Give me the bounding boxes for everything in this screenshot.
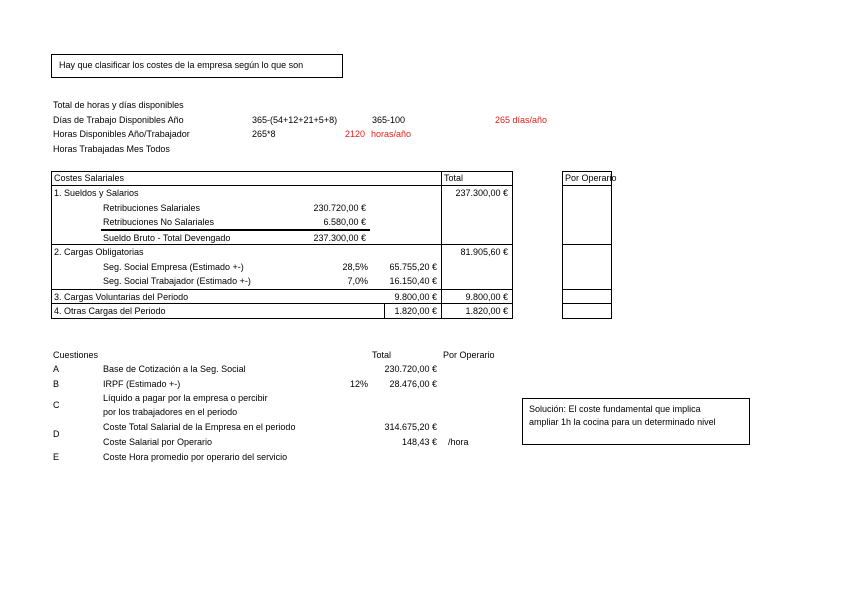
ss-trab-label: Seg. Social Trabajador (Estimado +-) xyxy=(103,276,251,286)
horas-value: 2120 xyxy=(345,129,366,139)
ret-nosal-label: Retribuciones No Salariales xyxy=(103,217,215,227)
s2-label: 2. Cargas Obligatorias xyxy=(54,247,144,257)
table-s1-end-line xyxy=(51,244,513,245)
s4-total: 1.820,00 € xyxy=(465,306,508,316)
table-s3-end-line xyxy=(51,303,513,304)
d-value-2: 148,43 € xyxy=(401,437,437,447)
operario-top-line xyxy=(562,171,612,172)
s4-label: 4. Otras Cargas del Periodo xyxy=(54,306,166,316)
ss-emp-pct: 28,5% xyxy=(342,262,368,272)
c-letter: C xyxy=(53,400,60,410)
b-label: IRPF (Estimado +-) xyxy=(103,379,181,389)
solution-line-2: ampliar 1h la cocina para un determinado nivel xyxy=(529,417,716,427)
operario-left-line xyxy=(562,171,563,318)
cuestiones-header: Cuestiones xyxy=(53,350,99,360)
e-letter: E xyxy=(53,452,60,462)
s3-value: 9.800,00 € xyxy=(394,292,437,302)
s3-total: 9.800,00 € xyxy=(465,292,508,302)
operario-s3-line xyxy=(562,303,612,304)
mes-label: Horas Trabajadas Mes Todos xyxy=(53,144,170,154)
table-top-line xyxy=(51,171,513,172)
s1-total: 237.300,00 € xyxy=(455,188,508,198)
operario-header: Por Operario xyxy=(565,173,617,183)
table-bottom-line xyxy=(51,318,513,319)
d-unit-2: /hora xyxy=(448,437,469,447)
operario-s2-line xyxy=(562,289,612,290)
bruto-top-line xyxy=(101,229,370,231)
d-label-1: Coste Total Salarial de la Empresa en el periodo xyxy=(103,422,296,432)
s1-label: 1. Sueldos y Salarios xyxy=(54,188,139,198)
note-text: Hay que clasificar los costes de la empresa según lo que son xyxy=(59,60,304,70)
costes-header: Costes Salariales xyxy=(54,173,125,183)
horas-formula: 265*8 xyxy=(252,129,276,139)
ss-trab-value: 16.150,40 € xyxy=(389,276,437,286)
dias-formula: 365-(54+12+21+5+8) xyxy=(252,115,338,125)
bruto-label: Sueldo Bruto - Total Devengado xyxy=(103,233,231,243)
horas-label: Horas Disponibles Año/Trabajador xyxy=(53,129,190,139)
ss-emp-label: Seg. Social Empresa (Estimado +-) xyxy=(103,262,244,272)
operario-header-line xyxy=(562,185,612,186)
d-letter: D xyxy=(53,429,60,439)
total-header: Total xyxy=(444,173,464,183)
cuestiones-total-header: Total xyxy=(372,350,392,360)
a-value: 230.720,00 € xyxy=(384,364,437,374)
hours-heading: Total de horas y días disponibles xyxy=(53,100,184,110)
operario-bottom-line xyxy=(562,318,612,319)
ss-trab-pct: 7,0% xyxy=(347,276,368,286)
s4-value: 1.820,00 € xyxy=(394,306,437,316)
horas-unit: horas/año xyxy=(371,129,412,139)
b-letter: B xyxy=(53,379,60,389)
ret-nosal-value: 6.580,00 € xyxy=(323,217,366,227)
a-letter: A xyxy=(53,364,60,374)
table-header-line xyxy=(51,185,513,186)
table-left-line xyxy=(51,171,52,318)
cuestiones-operario-header: Por Operario xyxy=(443,350,495,360)
ret-sal-value: 230.720,00 € xyxy=(313,203,366,213)
c-label-2: por los trabajadores en el periodo xyxy=(103,407,238,417)
operario-right-line xyxy=(611,171,612,318)
a-label: Base de Cotización a la Seg. Social xyxy=(103,364,246,374)
s3-label: 3. Cargas Voluntarias del Periodo xyxy=(54,292,189,302)
dias-label: Días de Trabajo Disponibles Año xyxy=(53,115,184,125)
solution-line-1: Solución: El coste fundamental que implica xyxy=(529,404,701,414)
d-value-1: 314.675,20 € xyxy=(384,422,437,432)
dias-formula2: 365-100 xyxy=(372,115,406,125)
s2-total: 81.905,60 € xyxy=(460,247,508,257)
d-label-2: Coste Salarial por Operario xyxy=(103,437,213,447)
operario-s1-line xyxy=(562,244,612,245)
table-total-right-line xyxy=(512,171,513,318)
ret-sal-label: Retribuciones Salariales xyxy=(103,203,201,213)
dias-result: 265 días/año xyxy=(495,115,548,125)
bruto-value: 237.300,00 € xyxy=(313,233,366,243)
e-label: Coste Hora promedio por operario del servicio xyxy=(103,452,288,462)
table-s2-end-line xyxy=(51,289,513,290)
c-label-1: Líquido a pagar por la empresa o percibir xyxy=(103,393,268,403)
b-pct: 12% xyxy=(349,379,368,389)
ss-emp-value: 65.755,20 € xyxy=(389,262,437,272)
b-value: 28.476,00 € xyxy=(389,379,437,389)
